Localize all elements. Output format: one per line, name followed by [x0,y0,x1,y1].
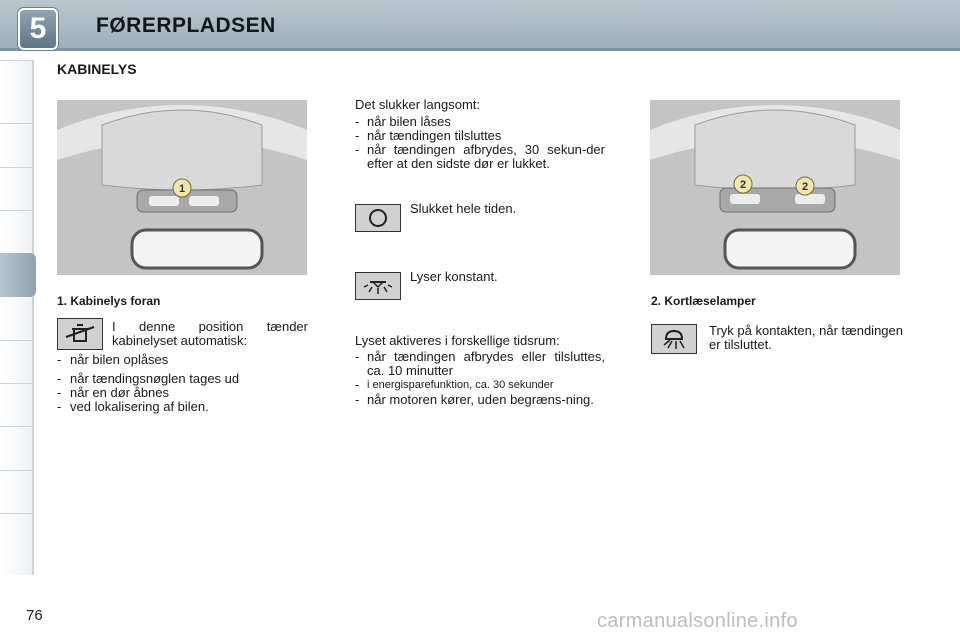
active-chapter-tab[interactable] [0,253,36,297]
photo-callout-2-right: 2 [801,181,809,193]
map-light-icon-text: Tryk på kontakten, når tændingen er tilsluttet. [709,323,903,352]
list-item: når en dør åbnes [70,385,170,400]
map-light-heading: 2. Kortlæselamper [651,294,756,308]
tab-divider [0,123,32,124]
list-item: når tændingen tilsluttes [367,128,502,143]
list-dash: - [57,399,62,414]
tab-divider [0,167,32,168]
light-off-text: Slukket hele tiden. [410,201,517,216]
list-dash: - [355,392,360,407]
tab-divider [0,340,32,341]
front-light-icon-text: I denne position tænder kabinelyset automatisk: [112,319,308,348]
section-title: KABINELYS [57,61,137,77]
list-item: når bilen låses [367,114,451,129]
tab-divider [0,470,32,471]
map-light-illustration [650,100,900,275]
list-dash: - [355,128,360,143]
list-item: ved lokalisering af bilen. [70,399,209,414]
list-dash: - [57,371,62,386]
tab-divider [0,383,32,384]
front-interior-light-photo [57,100,307,275]
list-dash: - [355,349,360,364]
light-on-text: Lyser konstant. [410,269,498,284]
list-dash: - [355,377,360,392]
list-dash: - [355,142,360,157]
map-light-icon [651,324,697,354]
photo-callout-2-left: 2 [739,179,747,191]
list-item: når motoren kører, uden begræns-ning. [367,392,594,407]
list-dash: - [57,385,62,400]
header-divider [0,48,960,51]
map-light-photo [650,100,900,275]
list-dash: - [57,352,62,367]
light-on-icon [355,272,401,300]
tab-divider [0,426,32,427]
tab-divider [0,210,32,211]
list-item: når tændingen afbrydes, 30 sekun-der efter at den sidste dør er lukket. [367,142,605,171]
chapter-tab-strip [0,60,34,575]
chapter-badge: 5 [18,8,58,50]
page-number: 76 [26,607,43,624]
watermark: carmanualsonline.info [597,610,798,632]
tab-divider [0,60,32,61]
photo-callout-1: 1 [178,183,186,195]
activation-intro: Lyset aktiveres i forskellige tidsrum: [355,333,560,348]
page-title: FØRERPLADSEN [96,14,276,37]
list-item: når bilen oplåses [70,352,169,367]
front-light-heading: 1. Kabinelys foran [57,294,161,308]
front-interior-light-illustration [57,100,307,275]
list-item: når tændingsnøglen tages ud [70,371,240,386]
fade-intro: Det slukker langsomt: [355,97,480,112]
tab-divider [0,513,32,514]
list-dash: - [355,114,360,129]
interior-light-door-icon [57,318,103,350]
light-off-icon [355,204,401,232]
list-item: i energisparefunktion, ca. 30 sekunder [367,379,554,391]
list-item: når tændingen afbrydes eller tilsluttes, ca. 10 minutter [367,349,605,378]
